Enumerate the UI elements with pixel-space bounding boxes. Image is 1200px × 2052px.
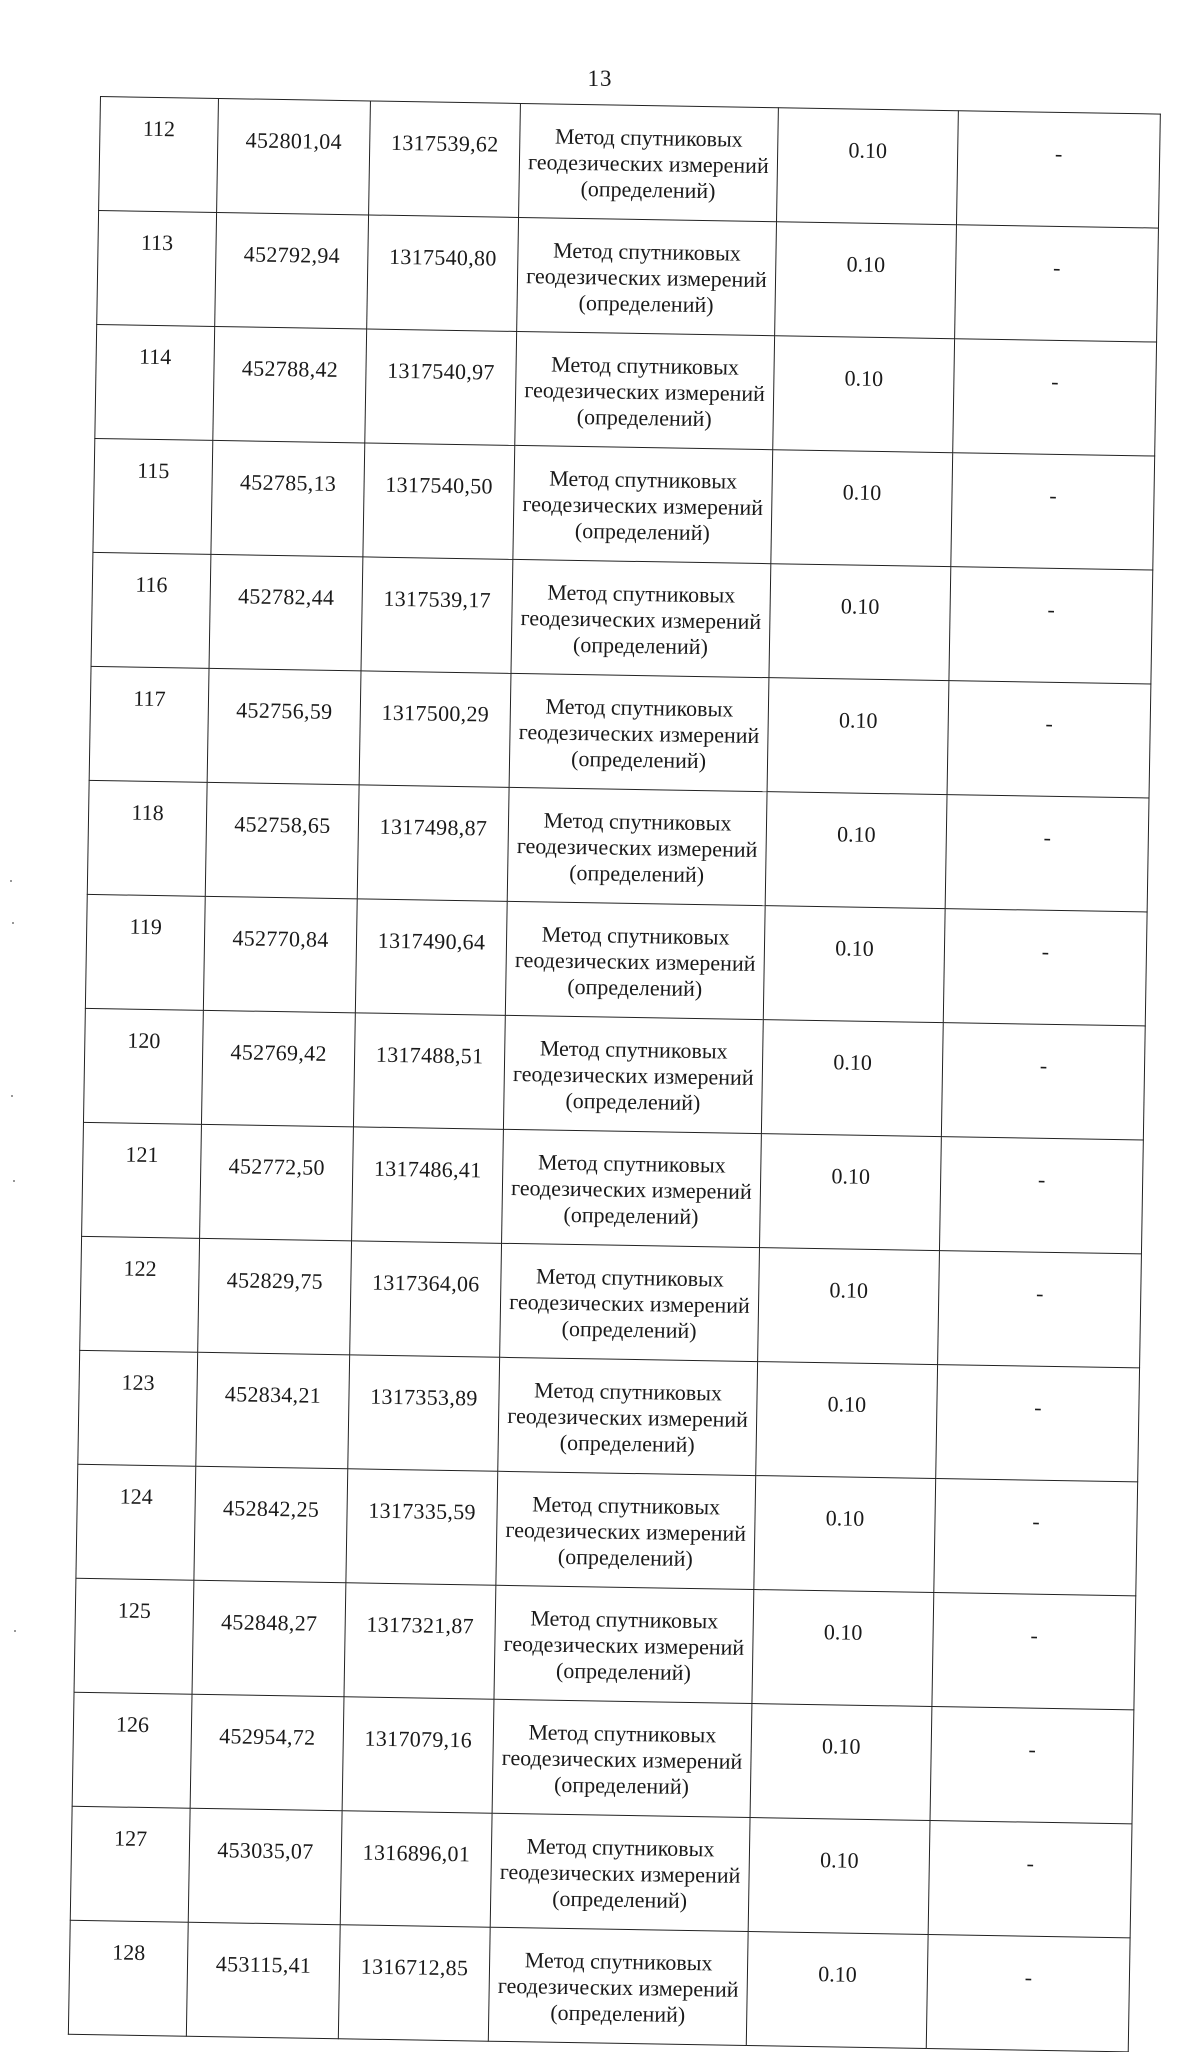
point-number-cell: 118 xyxy=(87,780,207,896)
table-row xyxy=(85,894,1147,1026)
method-line: геодезических измерений xyxy=(501,1744,743,1774)
note-cell: - xyxy=(956,111,1160,228)
note-cell: - xyxy=(932,1593,1136,1710)
page-number: 13 xyxy=(587,66,613,91)
x-coordinate-cell: 452829,75 xyxy=(198,1238,352,1355)
x-coordinate-cell: 452769,42 xyxy=(201,1010,355,1127)
method-line: (определений) xyxy=(574,517,711,545)
method-line: (определений) xyxy=(550,1999,686,2027)
y-coordinate-cell: 1317321,87 xyxy=(344,1583,496,1699)
method-cell xyxy=(511,559,771,677)
method-cell xyxy=(503,1015,763,1133)
accuracy-cell: 0.10 xyxy=(758,1248,940,1365)
method-cell xyxy=(500,1243,760,1361)
accuracy-cell: 0.10 xyxy=(763,906,945,1023)
method-line: Метод спутниковых xyxy=(533,1376,723,1405)
method-line: Метод спутниковых xyxy=(528,1718,717,1747)
method-line: Метод спутниковых xyxy=(526,1832,715,1861)
method-line: Метод спутниковых xyxy=(530,1604,719,1633)
method-line: геодезических измерений xyxy=(516,832,758,862)
note-cell: - xyxy=(955,225,1159,342)
method-line: геодезических измерений xyxy=(518,718,760,748)
method-line: геодезических измерений xyxy=(499,1858,741,1888)
note-cell: - xyxy=(947,681,1151,798)
method-line: (определений) xyxy=(557,1543,694,1571)
method-line: геодезических измерений xyxy=(514,946,756,976)
x-coordinate-cell: 452770,84 xyxy=(203,896,357,1013)
table-row xyxy=(68,1920,1130,2052)
y-coordinate-cell: 1317539,17 xyxy=(361,557,513,673)
point-number-cell: 117 xyxy=(89,666,209,782)
point-number-cell: 125 xyxy=(74,1578,194,1694)
method-line: Метод спутниковых xyxy=(549,465,738,494)
accuracy-cell: 0.10 xyxy=(775,222,957,339)
method-line: Метод спутниковых xyxy=(532,1490,721,1519)
point-number-cell: 126 xyxy=(72,1692,192,1808)
y-coordinate-cell: 1317488,51 xyxy=(353,1013,505,1129)
method-line: Метод спутниковых xyxy=(545,692,734,722)
point-number-cell: 119 xyxy=(85,894,205,1010)
method-cell xyxy=(494,1585,754,1703)
method-line: (определений) xyxy=(561,1315,697,1343)
method-line: (определений) xyxy=(569,859,705,887)
coordinates-table xyxy=(68,96,1161,2052)
point-number-cell: 122 xyxy=(80,1236,200,1352)
method-line: геодезических измерений xyxy=(527,148,769,178)
method-line: (определений) xyxy=(563,1201,699,1229)
method-line: Метод спутниковых xyxy=(554,123,744,152)
method-line: (определений) xyxy=(572,631,709,659)
x-coordinate-cell: 452788,42 xyxy=(213,326,367,443)
point-number-cell: 115 xyxy=(93,438,213,554)
y-coordinate-cell: 1317540,50 xyxy=(363,443,515,559)
method-line: Метод спутниковых xyxy=(550,351,740,380)
x-coordinate-cell: 452792,94 xyxy=(215,212,369,329)
note-cell: - xyxy=(945,795,1149,912)
table-row xyxy=(74,1578,1136,1710)
accuracy-cell: 0.10 xyxy=(767,678,949,795)
note-cell: - xyxy=(943,909,1147,1026)
method-line: геодезических измерений xyxy=(522,490,764,520)
x-coordinate-cell: 452834,21 xyxy=(196,1352,350,1469)
table-row xyxy=(91,552,1153,684)
method-line: геодезических измерений xyxy=(526,262,768,292)
y-coordinate-cell: 1316896,01 xyxy=(340,1811,492,1927)
point-number-cell: 112 xyxy=(99,97,219,213)
x-coordinate-cell: 452842,25 xyxy=(194,1466,348,1583)
y-coordinate-cell: 1317353,89 xyxy=(348,1355,500,1471)
note-cell: - xyxy=(928,1820,1132,1937)
y-coordinate-cell: 1317498,87 xyxy=(357,785,509,901)
method-cell xyxy=(513,445,773,563)
method-line: (определений) xyxy=(576,403,712,431)
note-cell: - xyxy=(941,1023,1145,1140)
x-coordinate-cell: 453115,41 xyxy=(186,1922,340,2039)
method-line: Метод спутниковых xyxy=(539,1034,728,1064)
accuracy-cell: 0.10 xyxy=(754,1476,936,1593)
y-coordinate-cell: 1317539,62 xyxy=(369,101,521,217)
method-line: (определений) xyxy=(565,1087,701,1115)
y-coordinate-cell: 1317364,06 xyxy=(350,1241,502,1357)
method-line: (определений) xyxy=(580,175,716,203)
accuracy-cell: 0.10 xyxy=(771,450,953,567)
y-coordinate-cell: 1317079,16 xyxy=(342,1697,494,1813)
point-number-cell: 123 xyxy=(78,1350,198,1466)
method-line: геодезических измерений xyxy=(512,1060,754,1090)
method-cell xyxy=(509,673,769,791)
method-line: (определений) xyxy=(567,973,703,1001)
accuracy-cell: 0.10 xyxy=(769,564,951,681)
method-line: (определений) xyxy=(559,1429,695,1457)
accuracy-cell: 0.10 xyxy=(756,1362,938,1479)
point-number-cell: 120 xyxy=(83,1008,203,1124)
table-row xyxy=(82,1122,1144,1254)
y-coordinate-cell: 1316712,85 xyxy=(338,1925,490,2041)
table-row xyxy=(99,97,1161,229)
method-line: Метод спутниковых xyxy=(535,1262,725,1292)
x-coordinate-cell: 452782,44 xyxy=(209,554,363,671)
note-cell: - xyxy=(949,567,1153,684)
x-coordinate-cell: 453035,07 xyxy=(188,1808,342,1925)
method-cell xyxy=(492,1699,752,1817)
method-line: геодезических измерений xyxy=(503,1630,745,1660)
method-cell xyxy=(505,901,765,1019)
method-cell xyxy=(502,1129,762,1247)
table-row xyxy=(97,210,1159,342)
accuracy-cell: 0.10 xyxy=(765,792,947,909)
x-coordinate-cell: 452801,04 xyxy=(217,98,371,215)
table-row xyxy=(95,324,1157,456)
accuracy-cell: 0.10 xyxy=(759,1134,941,1251)
accuracy-cell: 0.10 xyxy=(746,1931,928,2048)
method-line: (определений) xyxy=(555,1657,692,1685)
table-row xyxy=(78,1350,1140,1482)
point-number-cell: 113 xyxy=(97,210,217,326)
x-coordinate-cell: 452848,27 xyxy=(192,1580,346,1697)
x-coordinate-cell: 452785,13 xyxy=(211,440,365,557)
method-line: Метод спутниковых xyxy=(552,237,742,266)
method-cell xyxy=(515,331,775,449)
method-line: (определений) xyxy=(570,745,707,773)
table-row xyxy=(89,666,1151,798)
coordinates-table-body xyxy=(68,97,1160,2052)
table-row xyxy=(76,1464,1138,1596)
method-cell xyxy=(488,1927,748,2045)
method-cell xyxy=(517,217,777,335)
note-cell: - xyxy=(926,1934,1130,2051)
accuracy-cell: 0.10 xyxy=(777,108,959,225)
method-line: геодезических измерений xyxy=(497,1972,739,2002)
method-line: Метод спутниковых xyxy=(537,1148,726,1178)
method-cell xyxy=(498,1357,758,1475)
note-cell: - xyxy=(939,1137,1143,1254)
point-number-cell: 114 xyxy=(95,324,215,440)
x-coordinate-cell: 452772,50 xyxy=(200,1124,354,1241)
accuracy-cell: 0.10 xyxy=(752,1590,934,1707)
method-line: (определений) xyxy=(553,1771,690,1799)
accuracy-cell: 0.10 xyxy=(748,1818,930,1935)
method-line: геодезических измерений xyxy=(509,1288,751,1318)
method-cell xyxy=(519,103,779,221)
table-row xyxy=(72,1692,1134,1824)
y-coordinate-cell: 1317540,80 xyxy=(367,215,519,331)
x-coordinate-cell: 452758,65 xyxy=(205,782,359,899)
y-coordinate-cell: 1317500,29 xyxy=(359,671,511,787)
method-line: геодезических измерений xyxy=(510,1174,752,1204)
method-line: геодезических измерений xyxy=(520,604,762,634)
method-line: (определений) xyxy=(578,289,714,317)
accuracy-cell: 0.10 xyxy=(773,336,955,453)
note-cell: - xyxy=(951,453,1155,570)
y-coordinate-cell: 1317486,41 xyxy=(352,1127,504,1243)
table-row xyxy=(80,1236,1142,1368)
y-coordinate-cell: 1317490,64 xyxy=(355,899,507,1015)
point-number-cell: 128 xyxy=(68,1920,188,2036)
y-coordinate-cell: 1317540,97 xyxy=(365,329,517,445)
table-row xyxy=(70,1806,1132,1938)
point-number-cell: 116 xyxy=(91,552,211,668)
coordinates-table-wrap xyxy=(68,96,1160,2052)
y-coordinate-cell: 1317335,59 xyxy=(346,1469,498,1585)
method-line: Метод спутниковых xyxy=(541,920,730,950)
note-cell: - xyxy=(930,1707,1134,1824)
method-line: геодезических измерений xyxy=(505,1516,747,1546)
x-coordinate-cell: 452954,72 xyxy=(190,1694,344,1811)
method-line: Метод спутниковых xyxy=(524,1946,713,1975)
method-cell xyxy=(490,1813,750,1931)
method-cell xyxy=(496,1471,756,1589)
note-cell: - xyxy=(936,1365,1140,1482)
point-number-cell: 124 xyxy=(76,1464,196,1580)
x-coordinate-cell: 452756,59 xyxy=(207,668,361,785)
note-cell: - xyxy=(953,339,1157,456)
table-row xyxy=(87,780,1149,912)
scan-specks xyxy=(6,860,26,1660)
method-line: Метод спутниковых xyxy=(543,806,732,836)
accuracy-cell: 0.10 xyxy=(750,1704,932,1821)
table-row xyxy=(83,1008,1145,1140)
table-row xyxy=(93,438,1155,570)
method-line: (определений) xyxy=(552,1885,688,1913)
point-number-cell: 127 xyxy=(70,1806,190,1922)
note-cell: - xyxy=(938,1251,1142,1368)
method-line: Метод спутниковых xyxy=(547,578,736,608)
method-line: геодезических измерений xyxy=(524,376,766,406)
method-cell xyxy=(507,787,767,905)
point-number-cell: 121 xyxy=(82,1122,202,1238)
accuracy-cell: 0.10 xyxy=(761,1020,943,1137)
note-cell: - xyxy=(934,1479,1138,1596)
method-line: геодезических измерений xyxy=(507,1402,749,1432)
